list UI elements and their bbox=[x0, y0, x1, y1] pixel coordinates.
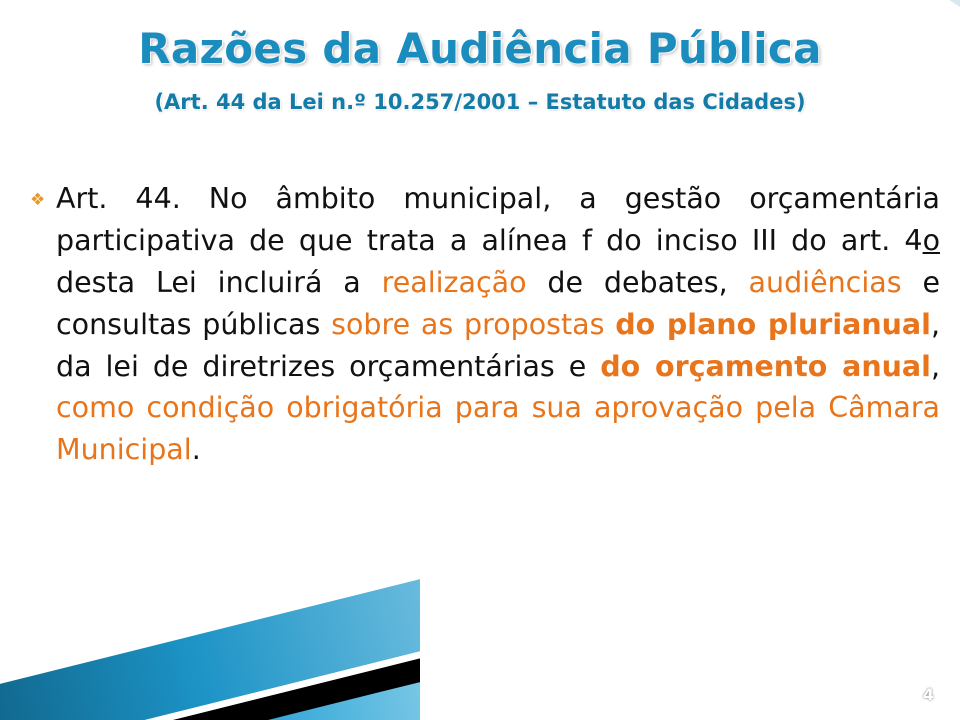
bullet-marker-icon: ❖ bbox=[30, 190, 46, 210]
text-segment: , da lei de diretrizes orçamentárias e bbox=[56, 307, 950, 383]
text-segment: Art. 44. No âmbito municipal, a gestão orçamentária participativa de que trata a alínea f do inciso III do art. 4 bbox=[56, 182, 950, 257]
text-segment: realização bbox=[381, 265, 527, 299]
text-segment: do plano plurianual bbox=[615, 307, 931, 341]
ribbon-band-light bbox=[790, 0, 960, 24]
text-segment: de debates, bbox=[526, 265, 749, 299]
body-block bbox=[30, 178, 950, 471]
text-segment: . bbox=[191, 433, 201, 467]
text-segment: e consultas públicas bbox=[56, 265, 950, 341]
text-segment: o bbox=[922, 223, 940, 257]
bullet-item bbox=[30, 178, 950, 471]
text-segment: , bbox=[930, 349, 950, 383]
ribbon-band-light-thin bbox=[0, 673, 420, 720]
page-title: Razões da Audiência Pública bbox=[138, 24, 822, 73]
text-segment: do orçamento anual bbox=[600, 349, 931, 383]
text-segment: desta Lei incluirá a bbox=[56, 223, 950, 299]
page-subtitle: (Art. 44 da Lei n.º 10.257/2001 – Estatuto das Cidades) bbox=[154, 90, 806, 115]
ribbon-band-black-lower bbox=[0, 639, 420, 720]
text-segment: audiências bbox=[748, 265, 902, 299]
page-number: 4 bbox=[922, 685, 934, 704]
ribbon-band-blue-lower bbox=[0, 664, 420, 720]
bullet-paragraph bbox=[56, 178, 950, 471]
bottom-left-ribbon-decoration bbox=[0, 560, 420, 720]
text-segment: sobre as propostas bbox=[331, 307, 616, 341]
text-segment: como condição obrigatória para sua aprovação pela Câmara Municipal bbox=[56, 391, 950, 467]
title-block bbox=[0, 26, 960, 114]
ribbon-band-blue-gradient bbox=[0, 563, 420, 720]
